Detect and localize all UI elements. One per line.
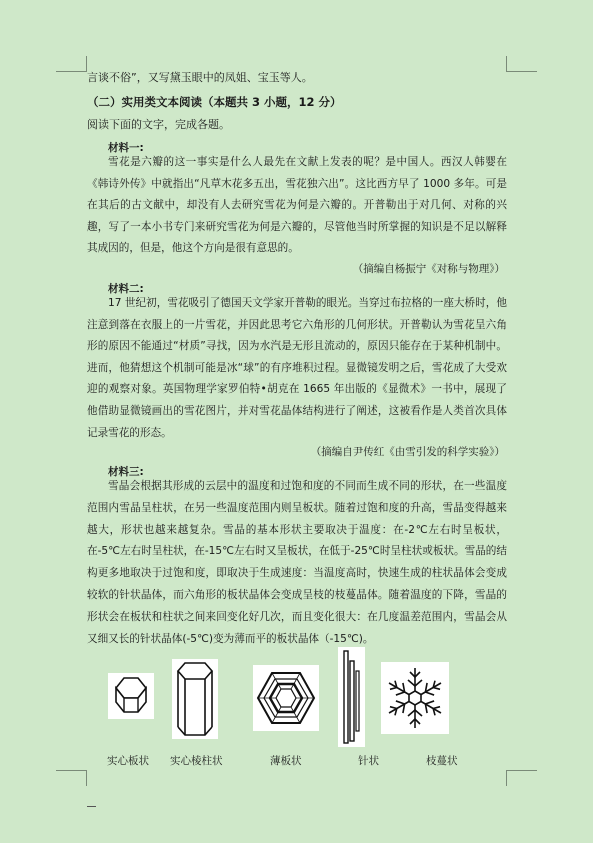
caption-thin-plate: 薄板状 [270,755,302,767]
material2-source: （摘编自尹传红《由雪引发的科学实验》） [310,446,505,458]
caption-solid-column: 实心棱柱状 [170,755,223,767]
material2-body: 17 世纪初，雪花吸引了德国天文学家开普勒的眼光。当穿过布拉格的一座大桥时，他注意到落在衣服上的一片雪花，并因此思考它六角形的几何形状。开普勒认为雪花呈六角形的原因不能通过“材质”寻找，因为水汽是无形且流动的，原因只能存在于某种机制中。进而，他猜想这个机制可能是冰“球”的有序堆积过程。显微镜发明之后，雪花成了大受欢迎的观察对象。英国物理学家罗伯特•胡克在 1665 年出版的《显微术》一书中，展现了他借助显微镜画出的雪花图片，并对雪花晶体结构进行了阐述，这被看作是人类首次具体记录雪花的形态。 [87,297,507,439]
material3-body: 雪晶会根据其形成的云层中的温度和过饱和度的不同而生成不同的形状，在一些温度范围内雪晶呈柱状，在另一些温度范围内则呈板状。随着过饱和度的升高，雪晶变得越来越大，形状也越来越复杂。雪晶的基本形状主要取决于温度：在-2℃左右时呈板状，在-5℃左右时呈柱状，在-15℃左右时又呈板状，在低于-25℃时呈柱状或板状。雪晶的结构更多地取决于过饱和度，即取决于生成速度：当温度高时，快速生成的柱状晶体会变成较软的针状晶体，而六角形的板状晶体会变成呈枝的枝蔓晶体。随着温度的下降，雪晶的形状会在板状和柱状之间来回变化好几次，而且变化很大：在几度温差范围内，雪晶会从又细又长的针状晶体(-5℃)变为薄而平的板状晶体（-15℃)。 [87,480,507,645]
crop-mark-br-h [507,770,537,771]
material2-title: 材料二: [108,283,144,295]
thin-plate-figure [253,665,319,731]
footer-marker [87,806,96,807]
caption-dendrite: 枝蔓状 [426,755,458,767]
material1-source: （摘编自杨振宁《对称与物理》） [352,263,505,275]
solid-plate-figure [108,673,154,719]
solid-column-figure [172,659,218,739]
crop-mark-tr-h [507,71,537,72]
material1-body: 雪花是六瓣的这一事实是什么人最先在文献上发表的呢？是中国人。西汉人韩婴在《韩诗外传》中就指出“凡草木花多五出，雪花独六出”。这比西方早了 1000 多年。可是在其后的古文献中，却没有人去研究雪花为何是六瓣的。开普勒出于对几何、对称的兴趣，写了一本小书专门来研究雪花为何是六瓣的，尽管他当时所掌握的知识是不足以解释其成因的，但是，他这个方向是很有意思的。 [87,156,507,255]
material1-title: 材料一: [108,142,144,154]
section-heading: （二）实用类文本阅读（本题共 3 小题，12 分） [87,95,342,109]
crop-mark-bl-v [86,770,87,786]
crop-mark-bl-h [56,770,86,771]
caption-solid-plate: 实心板状 [107,755,149,767]
top-line: 言谈不俗”，又写黛玉眼中的凤姐、宝玉等人。 [87,71,313,84]
crop-mark-tl-v [86,56,87,72]
crop-mark-tr-v [506,56,507,72]
material3-title: 材料三: [108,466,144,478]
caption-needle: 针状 [358,755,379,767]
instruction: 阅读下面的文字，完成各题。 [87,118,230,131]
dendrite-figure [381,662,449,734]
crop-mark-br-v [506,770,507,786]
crop-mark-tl-h [56,71,86,72]
needle-figure [338,647,365,747]
